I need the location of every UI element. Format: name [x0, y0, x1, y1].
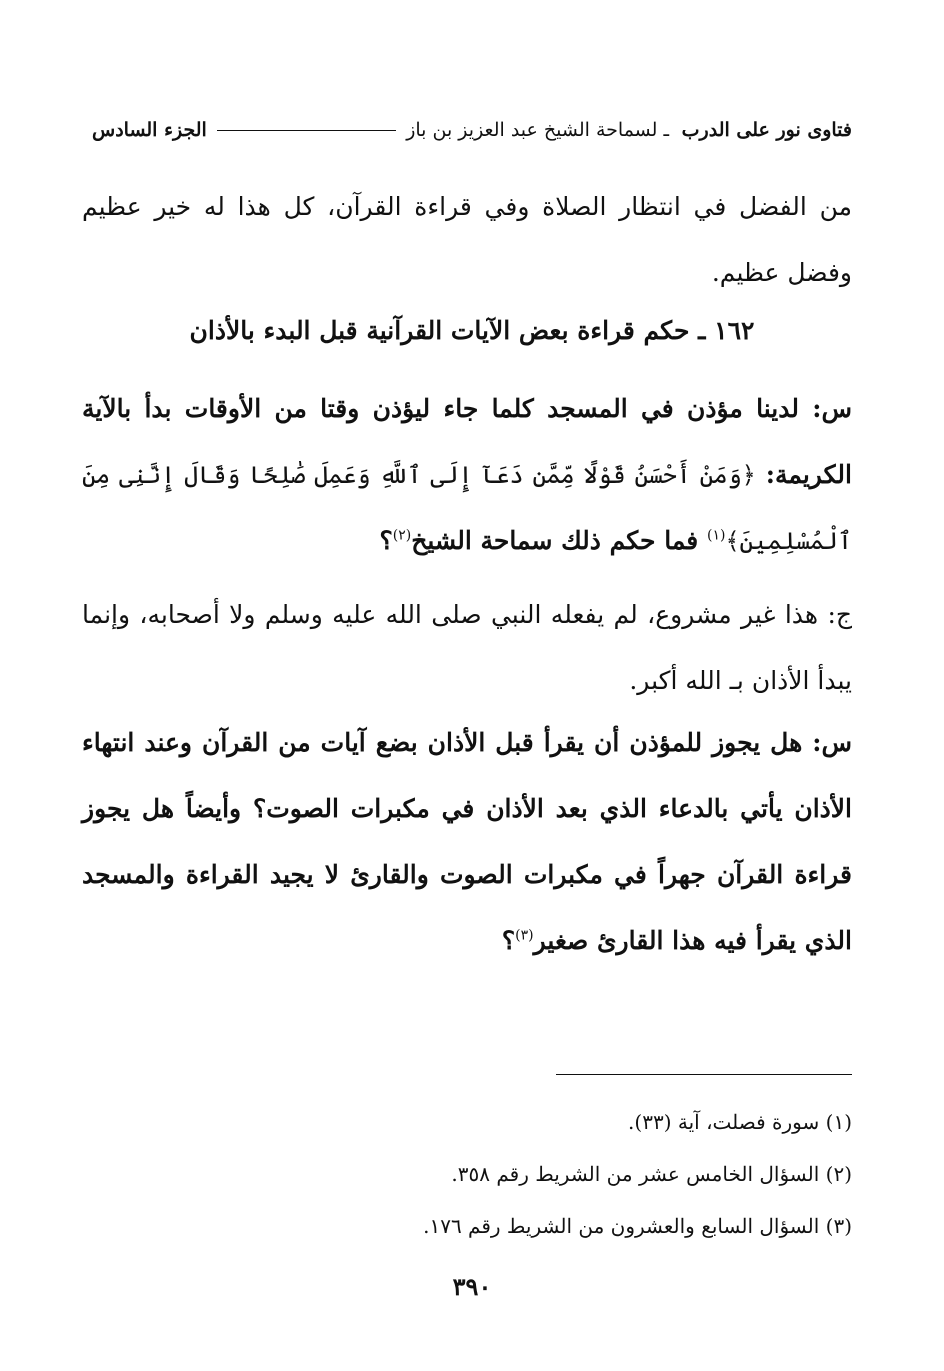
footnote-3: (٣) السؤال السابع والعشرون من الشريط رقم ١٧٦.: [423, 1214, 852, 1238]
footnote-1: (١) سورة فصلت، آية (٣٣).: [628, 1110, 852, 1134]
book-title: فتاوى نور على الدرب: [681, 119, 852, 141]
question-2-text: س: هل يجوز للمؤذن أن يقرأ قبل الأذان بضع آيات من القرآن وعند انتهاء الأذان يأتي بالدعاء الذي بعد الأذان في مكبرات الصوت؟ وأيضاً هل يجوز قراءة القرآن جهراً في مكبرات الصوت والقارئ لا يجيد القراءة والمسجد الذي يقرأ فيه هذا القارئ صغير: [82, 728, 852, 955]
running-header: [92, 110, 852, 150]
footnote-2: (٢) السؤال الخامس عشر من الشريط رقم ٣٥٨.: [451, 1162, 852, 1186]
question-2-end: ؟: [501, 926, 516, 955]
header-rule: [217, 130, 396, 131]
footnote-separator: [556, 1074, 852, 1075]
quran-verse: ﴿وَمَنْ أَحْسَنُ قَوْلًا مِّمَّن دَعَآ إِلَى ٱللَّهِ وَعَمِلَ صَٰلِحًا وَقَالَ إِنَّنِى مِنَ ٱلْمُسْلِمِينَ﴾: [82, 461, 852, 555]
question-1-lead: س: لدينا مؤذن في المسجد كلما جاء ليؤذن وقتا من الأوقات بدأ بالآية الكريمة:: [82, 394, 852, 489]
question-1-end: ؟: [379, 526, 393, 555]
intro-paragraph: من الفضل في انتظار الصلاة وفي قراءة القرآن، كل هذا له خير عظيم وفضل عظيم.: [82, 192, 852, 287]
question-1-tail: فما حكم ذلك سماحة الشيخ: [411, 526, 699, 555]
header-book-title: [406, 119, 852, 141]
answer-1: ج: هذا غير مشروع، لم يفعله النبي صلى الله عليه وسلم ولا أصحابه، وإنما يبدأ الأذان بـ الله أكبر.: [82, 600, 853, 695]
header-author: ـ لسماحة الشيخ عبد العزيز بن باز: [406, 119, 670, 141]
section-heading: ١٦٢ ـ حكم قراءة بعض الآيات القرآنية قبل البدء بالأذان: [189, 316, 755, 345]
question-1: [82, 376, 852, 574]
page-number: ٣٩٠: [452, 1272, 492, 1301]
header-volume: الجزء السادس: [92, 119, 207, 141]
footnotes: [82, 1096, 852, 1252]
footnote-ref-2: (٢): [392, 527, 412, 544]
footnote-ref-1: (١): [706, 527, 726, 544]
question-2: [82, 710, 852, 974]
footnote-ref-3: (٣): [515, 927, 534, 944]
